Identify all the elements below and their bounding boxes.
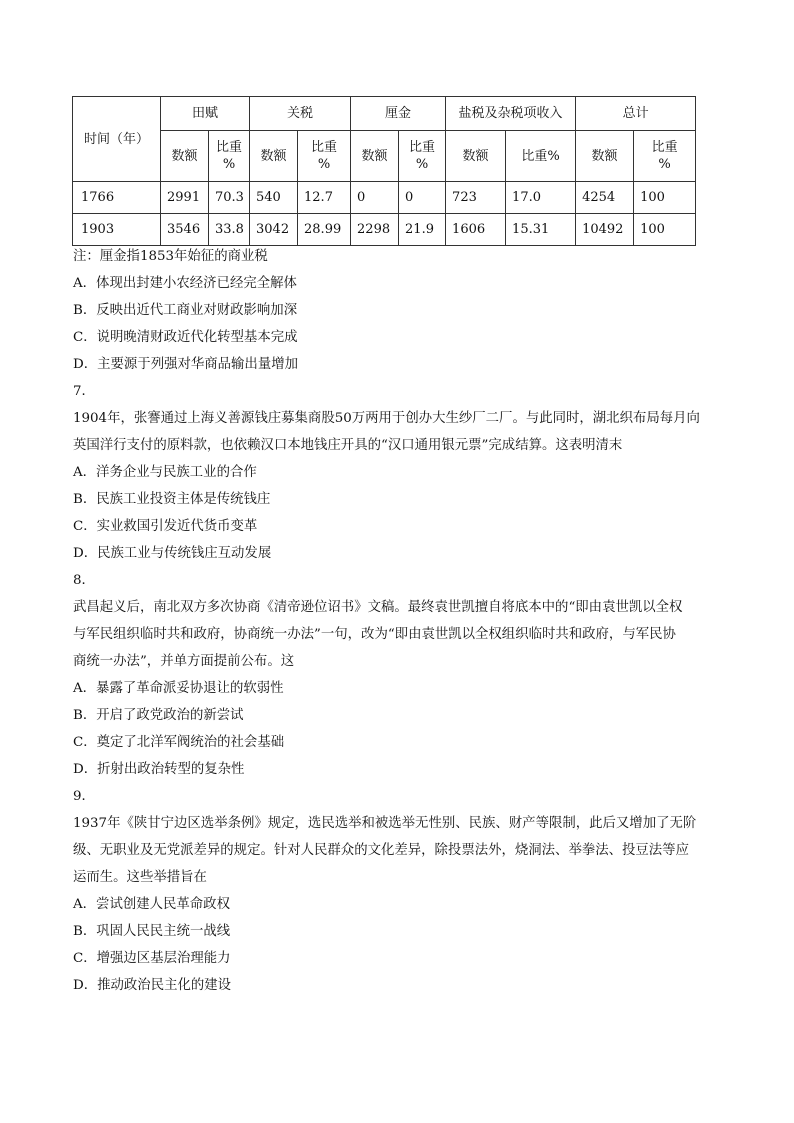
- option-d: D．主要源于列强对华商品输出量增加: [73, 357, 298, 372]
- question-number: 8．: [73, 573, 95, 588]
- table-cell: 10492: [576, 214, 634, 246]
- option-b: B．巩固人民民主统一战线: [73, 924, 231, 939]
- table-cell: 70.3: [209, 182, 250, 214]
- question-stem-line: 1904年，张謇通过上海义善源钱庄募集商股50万两用于创办大生纱厂二厂。与此同时，湖北织布局每月向: [73, 411, 700, 426]
- option-b: B．民族工业投资主体是传统钱庄: [73, 492, 271, 507]
- subheader-cell: 比重%: [506, 131, 576, 182]
- question-stem-line: 武昌起义后，南北双方多次协商《清帝逊位诏书》文稿。最终袁世凯擅自将底本中的“即由袁世凯以全权: [73, 600, 683, 615]
- option-c: C．说明晚清财政近代化转型基本完成: [73, 330, 298, 345]
- subheader-cell: 数额: [161, 131, 209, 182]
- header-group: 盐税及杂税项收入: [446, 97, 576, 131]
- table-cell: 12.7: [298, 182, 351, 214]
- table-cell: 21.9: [399, 214, 446, 246]
- table-cell: 2991: [161, 182, 209, 214]
- option-d: D．推动政治民主化的建设: [73, 978, 232, 993]
- table-cell: 4254: [576, 182, 634, 214]
- table-cell: 17.0: [506, 182, 576, 214]
- question-stem-line: 商统一办法”，并单方面提前公布。这: [73, 654, 295, 669]
- table-cell: 3546: [161, 214, 209, 246]
- subheader-cell: 比重 %: [209, 131, 250, 182]
- header-time: 时间（年）: [73, 97, 161, 182]
- question-stem-line: 级、无职业及无党派差异的规定。针对人民群众的文化差异，除投票法外，烧洞法、举拳法、投豆法等应: [73, 843, 689, 858]
- option-a: A．暴露了革命派妥协退让的软弱性: [73, 681, 284, 696]
- option-c: C．奠定了北洋军阀统治的社会基础: [73, 735, 285, 750]
- option-d: D．民族工业与传统钱庄互动发展: [73, 546, 272, 561]
- subheader-cell: 数额: [576, 131, 634, 182]
- table-row: [73, 214, 696, 246]
- subheader-cell: 比重 %: [298, 131, 351, 182]
- table-cell: 3042: [250, 214, 298, 246]
- table-cell: 28.99: [298, 214, 351, 246]
- option-d: D．折射出政治转型的复杂性: [73, 762, 245, 777]
- option-a: A．尝试创建人民革命政权: [73, 897, 230, 912]
- option-a: A．体现出封建小农经济已经完全解体: [73, 276, 297, 291]
- table-cell: 1766: [73, 182, 161, 214]
- table-note: 注：厘金指1853年始征的商业税: [73, 249, 268, 264]
- subheader-cell: 数额: [446, 131, 506, 182]
- table-header-row: [73, 97, 696, 131]
- table-cell: 33.8: [209, 214, 250, 246]
- subheader-cell: 比重 %: [399, 131, 446, 182]
- option-c: C．实业救国引发近代货币变革: [73, 519, 258, 534]
- fiscal-revenue-table: [72, 96, 696, 246]
- question-stem-line: 英国洋行支付的原料款，也依赖汉口本地钱庄开具的“汉口通用银元票”完成结算。这表明清末: [73, 438, 623, 453]
- header-group: 厘金: [351, 97, 446, 131]
- table-subheader-row: [73, 131, 696, 182]
- table-cell: 0: [399, 182, 446, 214]
- table-cell: 2298: [351, 214, 399, 246]
- table-cell: 540: [250, 182, 298, 214]
- question-stem-line: 与军民组织临时共和政府，协商统一办法”一句，改为“即由袁世凯以全权组织临时共和政府，与军民协: [73, 627, 676, 642]
- table-cell: 100: [634, 214, 696, 246]
- question-number: 7．: [73, 384, 95, 399]
- table-cell: 0: [351, 182, 399, 214]
- header-group: 关税: [250, 97, 351, 131]
- subheader-cell: 比重 %: [634, 131, 696, 182]
- table-cell: 1606: [446, 214, 506, 246]
- option-b: B．反映出近代工商业对财政影响加深: [73, 303, 298, 318]
- option-a: A．洋务企业与民族工业的合作: [73, 465, 257, 480]
- table-cell: 723: [446, 182, 506, 214]
- table-row: [73, 182, 696, 214]
- header-group: 总计: [576, 97, 696, 131]
- table-cell: 100: [634, 182, 696, 214]
- question-number: 9．: [73, 789, 95, 804]
- question-stem-line: 运而生。这些举措旨在: [73, 870, 207, 885]
- subheader-cell: 数额: [351, 131, 399, 182]
- option-c: C．增强边区基层治理能力: [73, 951, 231, 966]
- header-group: 田赋: [161, 97, 250, 131]
- subheader-cell: 数额: [250, 131, 298, 182]
- option-b: B．开启了政党政治的新尝试: [73, 708, 244, 723]
- table-cell: 15.31: [506, 214, 576, 246]
- table-cell: 1903: [73, 214, 161, 246]
- question-stem-line: 1937年《陕甘宁边区选举条例》规定，选民选举和被选举无性别、民族、财产等限制，此后又增加了无阶: [73, 816, 697, 831]
